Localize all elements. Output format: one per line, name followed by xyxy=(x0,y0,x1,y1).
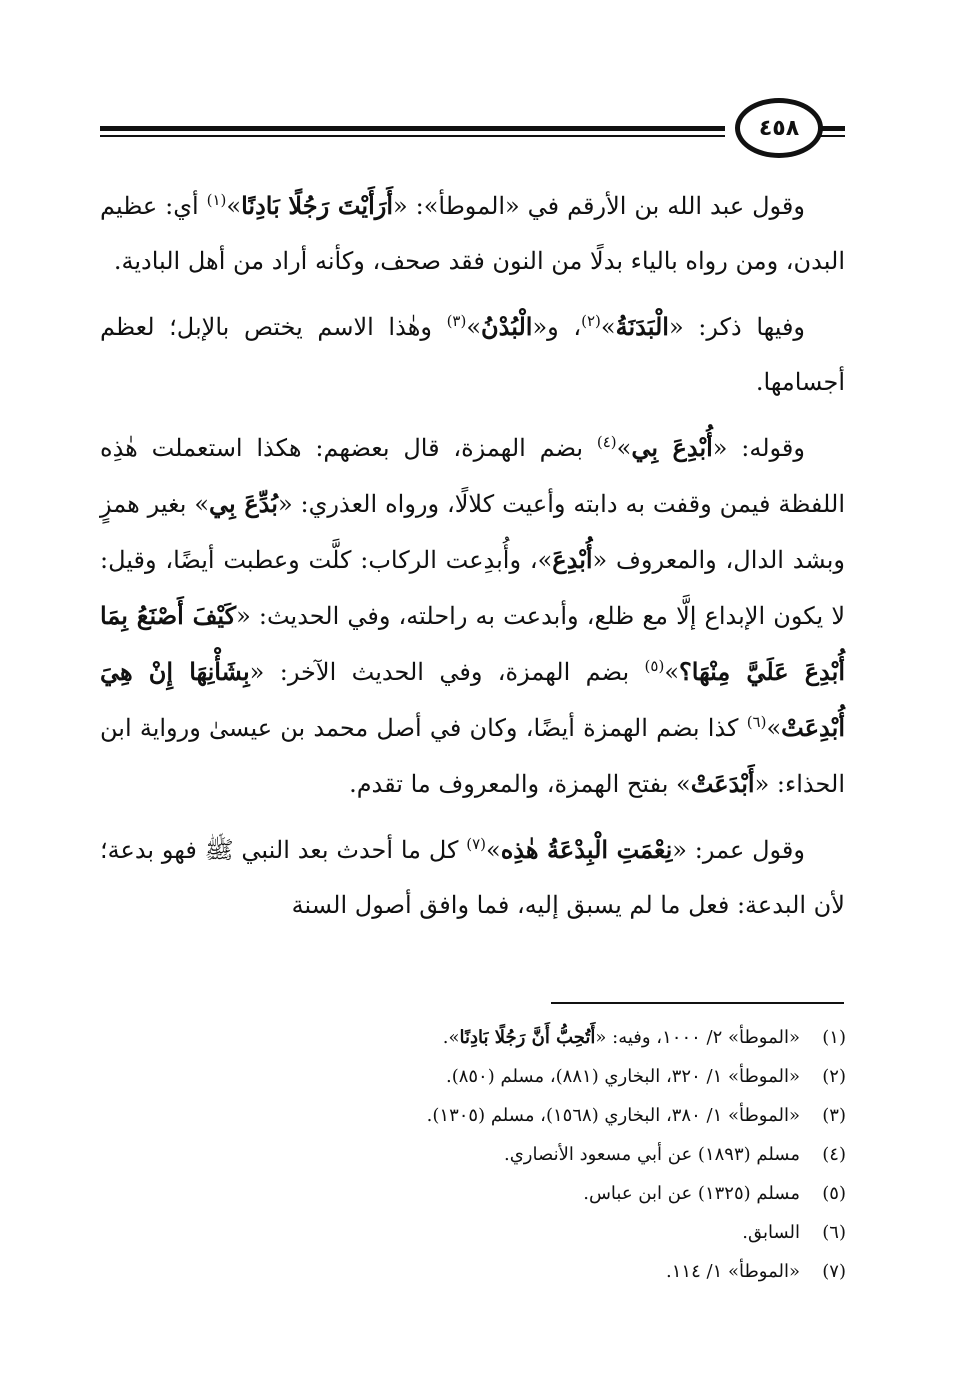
footnote-number: (٦) xyxy=(822,1222,846,1243)
quoted-phrase: نِعْمَتِ الْبِدْعَةُ هٰذِه xyxy=(500,835,673,864)
quoted-phrase: بِشَأْنِهَا إِنْ هِيَ أُبْدِعَتْ xyxy=(100,657,845,742)
text-run: » xyxy=(466,313,482,341)
text-run: » xyxy=(766,714,782,742)
page-header xyxy=(100,98,845,168)
text-run: «الموطأ» ١/ ٣٢٠، البخاري (٨٨١)، مسلم (٨٥٠). xyxy=(445,1066,800,1087)
footnote-ref: (٥) xyxy=(644,657,665,675)
footnote xyxy=(206,1174,846,1213)
text-run: «الموطأ» ١/ ٣٨٠، البخاري (١٥٦٨)، مسلم (١٣٠٥). xyxy=(426,1105,800,1126)
footnote-number: (٥) xyxy=(822,1183,846,1204)
quoted-phrase: الْبَدَنَةُ xyxy=(615,312,669,341)
header-rule xyxy=(100,126,725,131)
quoted-phrase: أُبْدِعَ xyxy=(552,545,593,574)
footnote xyxy=(206,1057,846,1096)
footnote xyxy=(206,1018,846,1057)
footnote xyxy=(206,1213,846,1252)
text-run: وقول عمر: « xyxy=(672,836,805,864)
text-run: وهٰذا الاسم يختص بالإبل؛ لعظم أجسامها. xyxy=(100,313,845,396)
quoted-phrase: كَيْفَ أَصْنَعُ بِمَا أُبْدِعَ عَلَيَّ مِنْهَا؟ xyxy=(100,601,845,686)
text-run: » xyxy=(664,658,680,686)
footnotes xyxy=(206,1018,846,1291)
quoted-phrase: أَتُحِبُّ أَنَّ رَجُلًا بَادِنًا xyxy=(459,1027,596,1048)
footnote-text xyxy=(583,1174,800,1213)
footnote-text xyxy=(666,1252,800,1291)
footnote-number: (١) xyxy=(822,1027,846,1048)
footnote-ref: (٢) xyxy=(581,312,601,330)
text-run: ، و« xyxy=(532,313,582,341)
footnote-number: (٤) xyxy=(822,1144,846,1165)
footnote-text xyxy=(443,1018,800,1057)
text-run: «الموطأ» ١/ ١١٤. xyxy=(666,1261,800,1282)
text-run: أي: عظيم البدن، ومن رواه بالياء بدلًا من النون فقد صحف، وكأنه أراد من أهل البادية. xyxy=(100,192,845,275)
footnote-text xyxy=(427,1096,800,1135)
text-run: » بغير همزٍ وبشد الدال، والمعروف « xyxy=(100,490,845,574)
text-run: مسلم (١٣٢٥) عن ابن عباس. xyxy=(583,1183,800,1204)
text-run: وقول عبد الله بن الأرقم في «الموطأ»: « xyxy=(393,192,805,220)
footnote xyxy=(206,1096,846,1135)
text-run: بضم الهمزة، قال بعضهم: هكذا استعملت هٰذِه اللفظة فيمن وقفت به دابته وأعيت كلالًا، ورواه العذري: « xyxy=(100,434,845,518)
footnote-text xyxy=(504,1135,800,1174)
header-rule xyxy=(819,135,845,137)
footnote-ref: (١) xyxy=(206,191,227,209)
text-run: «الموطأ» ٢/ ١٠٠٠، وفيه: « xyxy=(595,1027,800,1048)
paragraph xyxy=(100,299,845,410)
quoted-phrase: أُبْدِعَ بِي xyxy=(631,433,713,462)
text-run: مسلم (١٨٩٣) عن أبي مسعود الأنصاري. xyxy=(504,1144,800,1165)
footnote-number: (٣) xyxy=(822,1105,846,1126)
text-run: » بفتح الهمزة، والمعروف ما تقدم. xyxy=(349,770,691,798)
page-number: ٤٥٨ xyxy=(758,115,800,141)
text-run: كذا بضم الهمزة أيضًا، وكان في أصل محمد بن عيسىٰ ورواية ابن الحذاء: « xyxy=(100,714,845,798)
footnote-ref: (٤) xyxy=(596,433,617,451)
main-text xyxy=(100,178,845,933)
text-run: ». xyxy=(442,1027,460,1048)
page-number-badge xyxy=(735,98,823,158)
text-run: »، وأُبدِعت الركاب: كلَّت وعطبت أيضًا، وقيل: لا يكون الإبداع إلَّا مع ظلع، وأبدعت به راحلته، وفي الحديث: « xyxy=(100,546,845,630)
text-run: » xyxy=(226,192,242,220)
footnote-ref: (٧) xyxy=(466,835,486,853)
quoted-phrase: أَبْدَعَتْ xyxy=(690,769,755,798)
footnote-text xyxy=(742,1213,800,1252)
text-run: وفيها ذكر: « xyxy=(668,313,806,341)
text-run: بضم الهمزة، وفي الحديث الآخر: « xyxy=(249,658,645,686)
text-run: السابق. xyxy=(742,1222,800,1243)
footnote xyxy=(206,1135,846,1174)
footnote-ref: (٣) xyxy=(446,312,467,330)
footnote-separator xyxy=(551,1002,844,1004)
header-rule xyxy=(100,135,725,137)
text-run: » xyxy=(600,313,616,341)
text-run: كل ما أحدث بعد النبي ﷺ فهو بدعة؛ لأن البدعة: فعل ما لم يسبق إليه، فما وافق أصول السنة xyxy=(100,836,845,919)
quoted-phrase: بُدِّعَ بِي xyxy=(209,489,278,518)
text-run: » xyxy=(486,836,501,864)
quoted-phrase: الْبُدْنُ xyxy=(481,312,533,341)
paragraph xyxy=(100,420,845,812)
text-run: » xyxy=(616,434,632,462)
paragraph xyxy=(100,822,845,933)
text-run: وقوله: « xyxy=(712,434,805,462)
footnote-ref: (٦) xyxy=(746,713,767,731)
quoted-phrase: أَرَأَيْتَ رَجُلًا بَادِنًا xyxy=(241,191,393,220)
footnote-number: (٧) xyxy=(822,1261,846,1282)
footnote-number: (٢) xyxy=(822,1066,846,1087)
paragraph xyxy=(100,178,845,289)
footnote xyxy=(206,1252,846,1291)
footnote-text xyxy=(446,1057,800,1096)
